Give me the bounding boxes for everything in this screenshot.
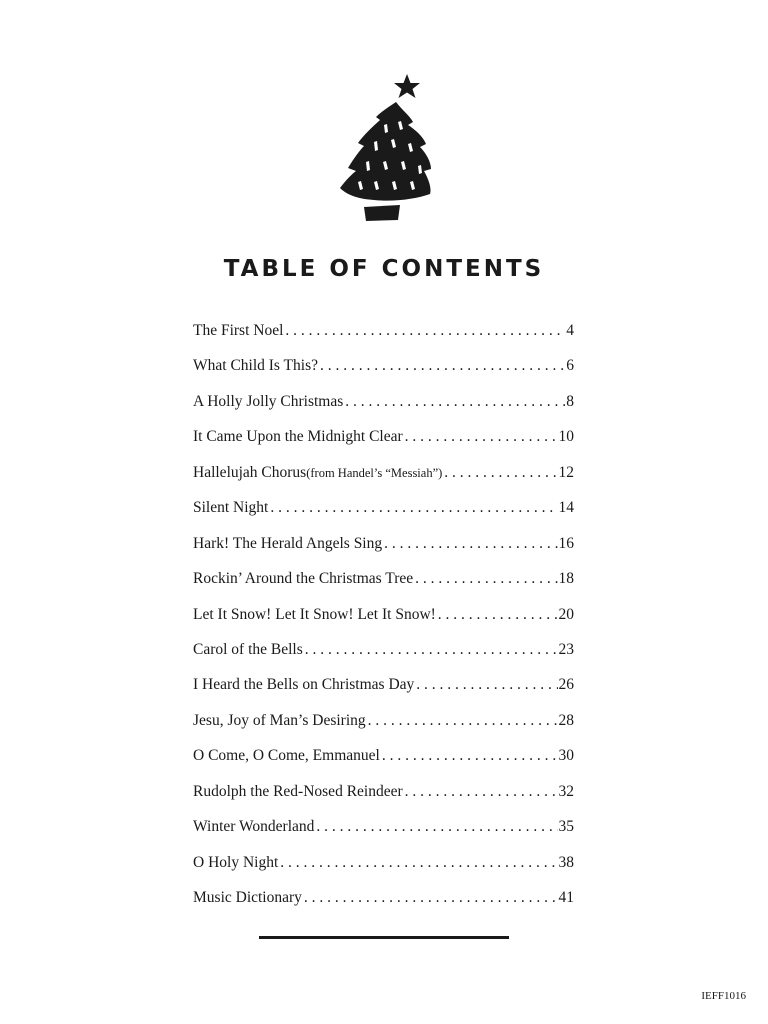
dot-leader (438, 603, 558, 627)
toc-entry-note: (from Handel’s “Messiah”) (306, 465, 443, 480)
dot-leader (280, 851, 557, 875)
page-title: TABLE OF CONTENTS (223, 256, 545, 282)
toc-entry (193, 354, 574, 389)
toc-entry-title: I Heard the Bells on Christmas Day (193, 676, 415, 694)
toc-entry-page: 14 (558, 499, 574, 517)
toc-entry (193, 744, 574, 779)
toc-entry (193, 815, 574, 850)
toc-entry (193, 851, 574, 886)
dot-leader (382, 744, 558, 768)
toc-entry (193, 319, 574, 354)
toc-entry-title: Hark! The Herald Angels Sing (193, 534, 383, 552)
toc-entry-page: 20 (558, 605, 574, 623)
dot-leader (305, 638, 558, 662)
toc-entry-page: 8 (566, 392, 574, 410)
toc-entry-title: Let It Snow! Let It Snow! Let It Snow! (193, 605, 436, 623)
table-of-contents (193, 319, 574, 921)
toc-entry-title: Hallelujah Chorus (193, 463, 307, 481)
toc-entry (193, 461, 574, 496)
toc-entry-title: O Holy Night (193, 853, 279, 871)
dot-leader (384, 532, 557, 556)
dot-leader (345, 390, 565, 414)
toc-entry-page: 12 (558, 463, 574, 481)
toc-entry (193, 603, 574, 638)
toc-entry-title: What Child Is This? (193, 357, 318, 375)
dot-leader (444, 461, 557, 485)
toc-entry-page: 41 (558, 889, 574, 906)
toc-entry (193, 709, 574, 744)
toc-entry-title: Winter Wonderland (193, 818, 315, 836)
dot-leader (405, 425, 558, 449)
toc-entry (193, 567, 574, 602)
toc-entry-page: 35 (558, 818, 574, 836)
toc-entry (193, 425, 574, 460)
toc-entry-title: Rockin’ Around the Christmas Tree (193, 570, 414, 588)
dot-leader (320, 354, 565, 378)
dot-leader (285, 319, 565, 343)
christmas-tree-icon (336, 70, 436, 225)
toc-entry-page: 38 (558, 853, 574, 871)
toc-entry-page: 23 (558, 640, 574, 658)
catalog-code: IEFF1016 (701, 990, 746, 1002)
toc-entry-page: 26 (558, 676, 574, 694)
dot-leader (270, 496, 557, 520)
dot-leader (415, 567, 557, 591)
toc-entry-page: 28 (558, 711, 574, 729)
dot-leader (368, 709, 558, 733)
toc-entry-title: Silent Night (193, 499, 269, 517)
toc-entry (193, 673, 574, 708)
toc-entry-page: 30 (558, 747, 574, 765)
dot-leader (405, 780, 558, 804)
toc-entry (193, 638, 574, 673)
toc-entry-title: Rudolph the Red-Nosed Reindeer (193, 782, 403, 800)
toc-entry-page: 16 (558, 534, 574, 552)
toc-entry-title: Jesu, Joy of Man’s Desiring (193, 711, 366, 729)
toc-entry-title: The First Noel (193, 322, 284, 339)
divider (259, 936, 509, 939)
toc-entry-title: A Holly Jolly Christmas (193, 392, 344, 410)
toc-entry-page: 32 (558, 782, 574, 800)
toc-entry-title: Carol of the Bells (193, 640, 303, 658)
toc-entry-page: 6 (566, 357, 574, 375)
dot-leader (304, 886, 558, 910)
toc-entry-page: 10 (558, 428, 574, 446)
toc-entry (193, 532, 574, 567)
toc-entry-title: O Come, O Come, Emmanuel (193, 747, 380, 765)
dot-leader (416, 673, 557, 697)
toc-entry (193, 780, 574, 815)
toc-entry-title: It Came Upon the Midnight Clear (193, 428, 403, 446)
dot-leader (316, 815, 557, 839)
toc-entry-page: 18 (558, 570, 574, 588)
toc-entry (193, 496, 574, 531)
toc-entry (193, 390, 574, 425)
toc-entry-title: Music Dictionary (193, 889, 302, 906)
toc-entry (193, 886, 574, 921)
toc-entry-page: 4 (566, 322, 574, 339)
